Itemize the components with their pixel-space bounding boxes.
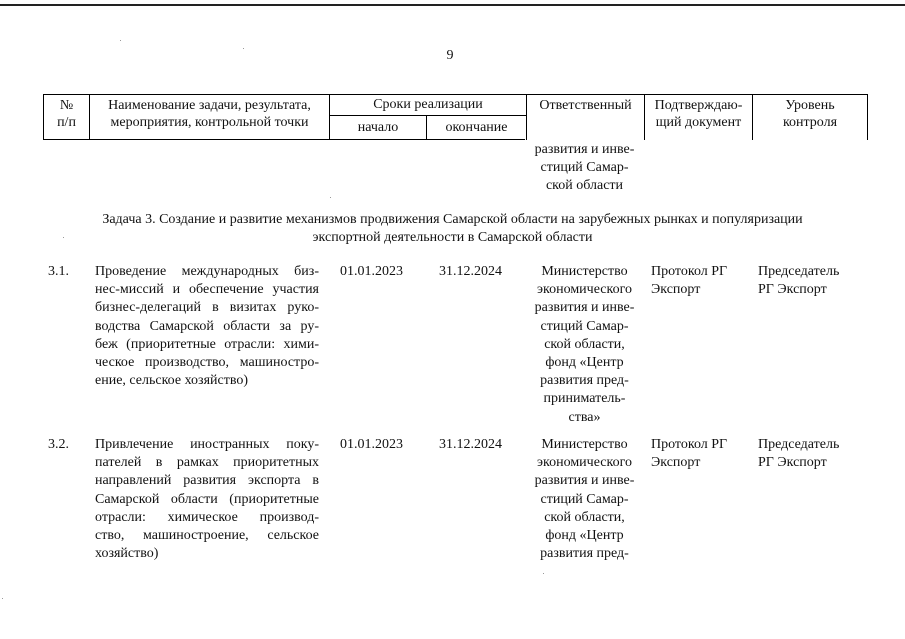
- row-name-line: беж (приоритетные отрасли: хими-: [95, 336, 319, 352]
- row-level-line: Председатель: [758, 437, 840, 452]
- header-responsible: [526, 95, 644, 140]
- carryover-responsible: [527, 141, 642, 196]
- header-document-line2: щий документ: [655, 115, 742, 130]
- row-responsible: [527, 436, 642, 563]
- row-document-line: Экспорт: [651, 455, 701, 471]
- row-end-date: 31.12.2024: [439, 437, 502, 452]
- row-name-line: хозяйство): [95, 546, 159, 562]
- header-level-line2: контроля: [782, 115, 838, 130]
- row-level-line: РГ Экспорт: [758, 455, 827, 471]
- row-responsible-line: развития пред-: [540, 546, 629, 562]
- page-number: 9: [446, 48, 454, 63]
- header-end: окончание: [445, 120, 508, 135]
- row-name-line: ение, сельское хозяйство): [95, 373, 249, 389]
- task-heading: [40, 211, 865, 246]
- row-name-line: нес-миссий и обеспечение участия: [95, 282, 319, 298]
- header-number-line1: №: [59, 98, 74, 113]
- row-level-line: РГ Экспорт: [758, 282, 827, 298]
- header-deadlines-divider: [330, 115, 526, 116]
- row-start-date: 01.01.2023: [340, 437, 403, 452]
- scan-speck: [243, 48, 244, 49]
- header-document: [644, 95, 752, 140]
- row-name-line: ство, машиностроение, сельское: [95, 528, 319, 544]
- row-name: [95, 436, 319, 563]
- header-level: [752, 95, 867, 140]
- row-name-line: отрасли: химическое производ-: [95, 509, 319, 525]
- scan-speck: [543, 573, 544, 574]
- header-start: начало: [357, 120, 399, 135]
- row-name-line: Самарской области (приоритетные: [95, 491, 319, 507]
- row-responsible: [527, 263, 642, 427]
- row-document: [651, 263, 727, 299]
- scan-speck: [120, 40, 121, 41]
- row-number: 3.1.: [48, 264, 69, 279]
- scan-speck: [63, 237, 64, 238]
- row-responsible-line: стиций Самар-: [540, 318, 629, 334]
- row-responsible-line: фонд «Центр: [545, 528, 624, 544]
- row-name-line: Привлечение иностранных поку-: [95, 437, 319, 452]
- header-level-line1: Уровень: [785, 98, 835, 113]
- row-name-line: бизнес-делегаций в визитах руко-: [95, 300, 319, 316]
- carryover-line: развития и инве-: [534, 142, 635, 157]
- header-bottom-left: [43, 139, 329, 140]
- row-level: [758, 263, 839, 299]
- row-document-line: Протокол РГ: [651, 264, 728, 279]
- row-responsible-line: развития пред-: [540, 373, 629, 389]
- header-name-line1: Наименование задачи, результата,: [108, 98, 311, 113]
- header-name-line2: мероприятия, контрольной точки: [110, 115, 309, 130]
- row-name-line: водства Самарской области за ру-: [95, 318, 319, 334]
- scan-speck: [2, 598, 3, 599]
- header-number: [44, 95, 89, 140]
- row-responsible-line: приниматель-: [543, 391, 626, 407]
- header-deadlines: [329, 95, 526, 140]
- row-level: [758, 436, 839, 472]
- row-level-line: Председатель: [758, 264, 840, 279]
- scan-speck: [330, 197, 331, 198]
- header-bottom-deadlines: [328, 139, 525, 140]
- header-document-line1: Подтверждаю-: [654, 98, 743, 113]
- table-header: [43, 94, 868, 140]
- row-responsible-line: ства»: [568, 409, 601, 425]
- row-responsible-line: экономического: [537, 282, 632, 298]
- row-responsible-line: ской области,: [544, 336, 625, 352]
- row-responsible-line: Министерство: [541, 437, 628, 452]
- row-name-line: направлений развития экспорта в: [95, 473, 319, 489]
- row-number: 3.2.: [48, 437, 69, 452]
- header-number-line2: п/п: [57, 115, 76, 130]
- header-name: [89, 95, 329, 140]
- row-name-line: пателей в рамках приоритетных: [95, 455, 319, 471]
- row-responsible-line: экономического: [537, 455, 632, 471]
- row-start-date: 01.01.2023: [340, 264, 403, 279]
- carryover-line: ской области: [545, 178, 624, 194]
- row-responsible-line: развития и инве-: [534, 300, 635, 316]
- row-document: [651, 436, 727, 472]
- row-name-line: Проведение международных биз-: [95, 264, 319, 279]
- row-name-line: ческое производство, машиностро-: [95, 355, 319, 371]
- row-document-line: Протокол РГ: [651, 437, 728, 452]
- row-responsible-line: фонд «Центр: [545, 355, 624, 371]
- row-end-date: 31.12.2024: [439, 264, 502, 279]
- scan-edge-line: [0, 4, 905, 6]
- header-deadlines-label: Сроки реализации: [373, 97, 483, 112]
- row-responsible-line: стиций Самар-: [540, 491, 629, 507]
- task-heading-line2: экспортной деятельности в Самарской области: [312, 229, 593, 245]
- task-heading-line1: Задача 3. Создание и развитие механизмов продвижения Самарской области на зарубежных рынках и популяризации: [102, 212, 803, 227]
- row-responsible-line: ской области,: [544, 509, 625, 525]
- row-name: [95, 263, 319, 390]
- header-responsible-label: Ответственный: [539, 98, 632, 113]
- row-responsible-line: развития и инве-: [534, 473, 635, 489]
- row-document-line: Экспорт: [651, 282, 701, 298]
- carryover-line: стиций Самар-: [540, 160, 629, 176]
- row-responsible-line: Министерство: [541, 264, 628, 279]
